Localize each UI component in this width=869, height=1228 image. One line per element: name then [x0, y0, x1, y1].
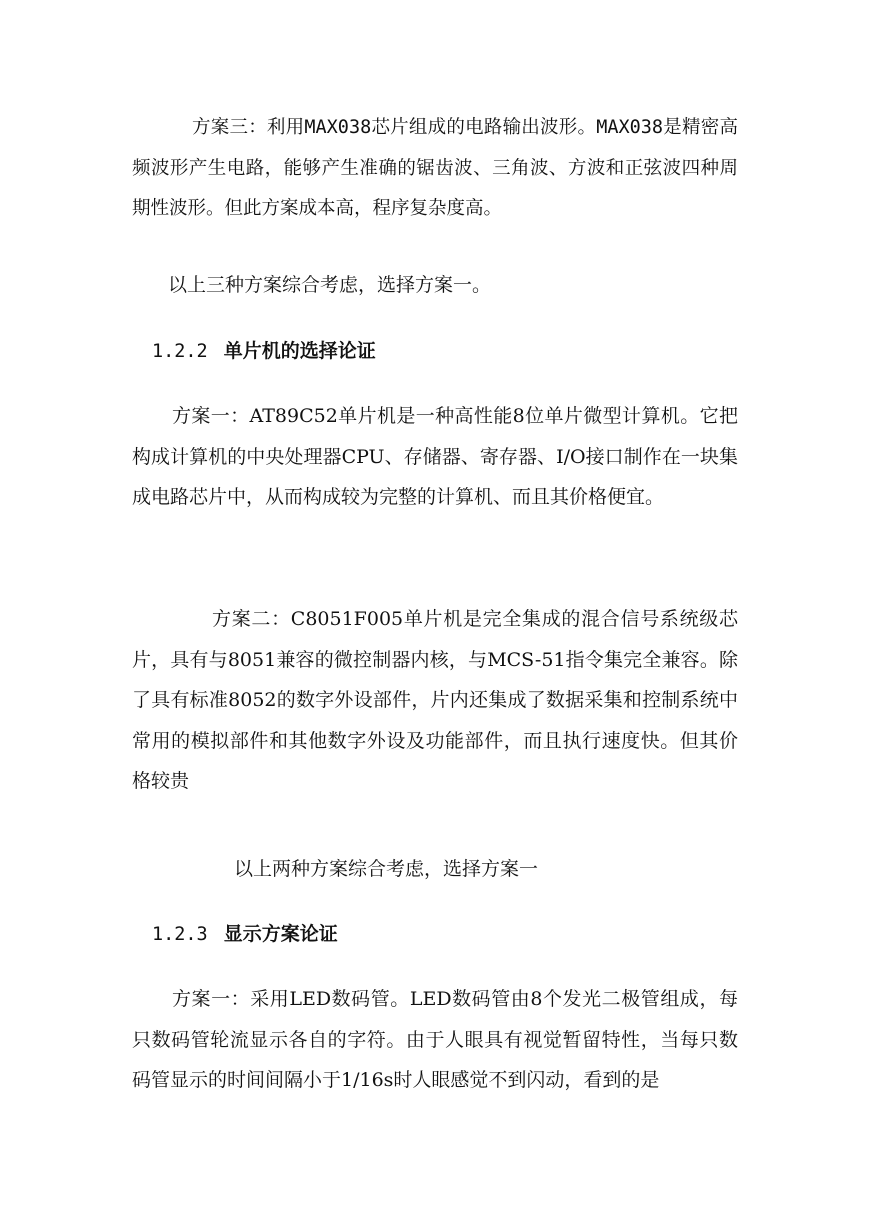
paragraph-conclusion-three-schemes: 以上三种方案综合考虑，选择方案一。	[168, 274, 492, 296]
paragraph-conclusion-two-schemes: 以上两种方案综合考虑，选择方案一	[234, 858, 539, 880]
paragraph-max038-scheme: 方案三：利用MAX038芯片组成的电路输出波形。MAX038是精密高频波形产生电路，能够产生准确的锯齿波、三角波、方波和正弦波四种周期性波形。但此方案成本高，程序复杂度高。	[132, 117, 738, 219]
section-title: 显示方案论证	[223, 923, 338, 945]
section-title: 单片机的选择论证	[223, 340, 376, 362]
section-number: 1.2.2	[152, 341, 208, 362]
paragraph-at89c52-scheme: 方案一：AT89C52单片机是一种高性能8位单片微型计算机。它把构成计算机的中央处理器CPU、存储器、寄存器、I/O接口制作在一块集成电路芯片中，从而构成较为完整的计算机、而且其价格便宜。	[132, 405, 738, 508]
paragraph-led-scheme: 方案一：采用LED数码管。LED数码管由8个发光二极管组成，每只数码管轮流显示各自的字符。由于人眼具有视觉暂留特性，当每只数码管显示的时间间隔小于1/16s时人眼感觉不到闪动，看到的是	[132, 988, 738, 1091]
section-heading-1-2-2	[152, 331, 376, 372]
section-heading-1-2-3	[152, 914, 338, 955]
section-number: 1.2.3	[152, 924, 208, 945]
paragraph-c8051-scheme: 方案二：C8051F005单片机是完全集成的混合信号系统级芯片，具有与8051兼容的微控制器内核，与MCS-51指令集完全兼容。除了具有标准8052的数字外设部件，片内还集成了数据采集和控制系统中常用的模拟部件和其他数字外设及功能部件，而且执行速度快。但其价格较贵	[132, 608, 738, 792]
